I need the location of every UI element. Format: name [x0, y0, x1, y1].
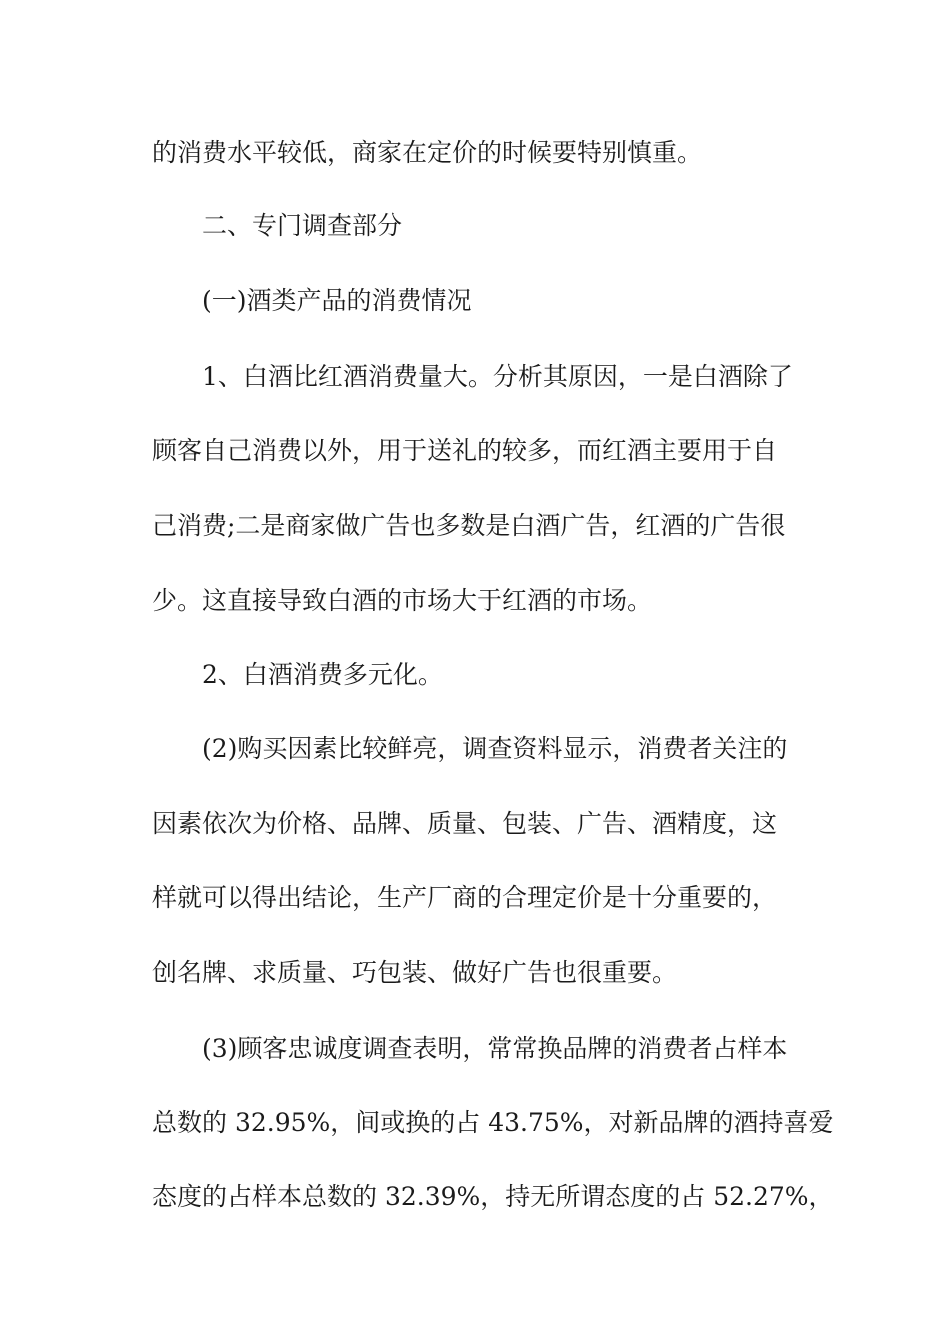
paragraph-line: 顾客自己消费以外，用于送礼的较多，而红酒主要用于自: [152, 436, 778, 465]
paragraph-line: (2)购买因素比较鲜亮，调查资料显示，消费者关注的: [202, 734, 788, 763]
paragraph-line: (3)顾客忠诚度调查表明，常常换品牌的消费者占样本: [202, 1034, 788, 1063]
paragraph-line: 因素依次为价格、品牌、质量、包装、广告、酒精度，这: [152, 809, 778, 838]
paragraph-line: 1、白酒比红酒消费量大。分析其原因，一是白酒除了: [202, 362, 793, 391]
paragraph-line: 创名牌、求质量、巧包装、做好广告也很重要。: [152, 958, 678, 987]
paragraph-line: 态度的占样本总数的 32.39%，持无所谓态度的占 52.27%，: [152, 1182, 834, 1211]
paragraph-line: 己消费;二是商家做广告也多数是白酒广告，红酒的广告很: [152, 511, 786, 540]
paragraph-line: 的消费水平较低，商家在定价的时候要特别慎重。: [152, 138, 703, 167]
section-heading: 二、专门调查部分: [202, 211, 403, 240]
paragraph-line: 少。这直接导致白酒的市场大于红酒的市场。: [152, 586, 653, 615]
paragraph-line: 2、白酒消费多元化。: [202, 660, 443, 689]
paragraph-line: 样就可以得出结论，生产厂商的合理定价是十分重要的，: [152, 883, 778, 912]
subsection-heading: (一)酒类产品的消费情况: [202, 286, 472, 315]
paragraph-line: 总数的 32.95%，间或换的占 43.75%，对新品牌的酒持喜爱: [152, 1108, 834, 1137]
